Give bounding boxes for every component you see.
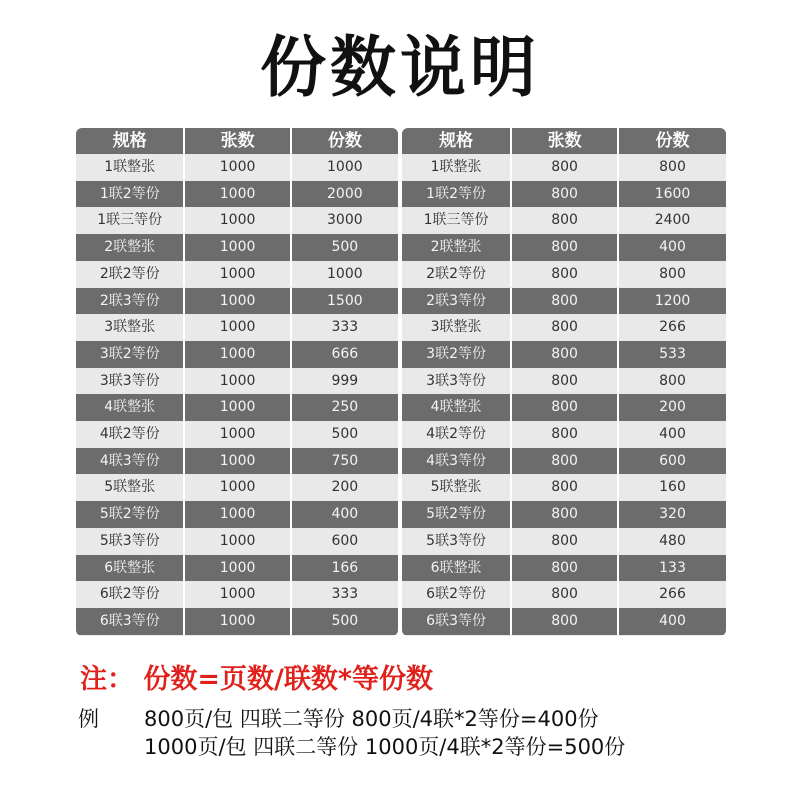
table-cell: 1联三等份 [402,207,512,234]
table-row [76,288,398,315]
table-cell: 2联2等份 [402,261,512,288]
table-cell: 4联3等份 [402,448,512,475]
table-cell: 1600 [654,185,691,202]
table-cell: 800 [512,501,619,528]
table-cell: 800 [512,341,619,368]
table-cell: 2联整张 [402,234,512,261]
table-row [76,154,398,181]
table-cell: 5联2等份 [402,501,512,528]
table-left [76,128,398,636]
table-row [76,581,398,608]
table-cell: 600 [659,452,686,469]
table-cell: 3联整张 [76,314,185,341]
example-line-2: 1000页/包 四联二等份 1000页/4联*2等份=500份 [144,735,626,759]
column-header: 规格 [402,128,512,154]
table-cell: 500 [331,612,359,629]
table-cell: 6联整张 [76,555,185,582]
table-row [76,261,398,288]
table-row [402,555,726,582]
table-cell: 1000 [185,421,291,448]
table-cell: 1200 [654,292,691,309]
table-row [76,394,398,421]
table-cell: 1000 [185,234,291,261]
table-cell: 5联3等份 [76,528,185,555]
table-row [402,234,726,261]
table-cell: 1000 [185,261,291,288]
table-cell: 1000 [185,288,291,315]
table-cell: 6联3等份 [76,608,185,635]
table-row [402,154,726,181]
table-cell: 2联2等份 [76,261,185,288]
table-row [76,314,398,341]
table-cell: 1000 [185,368,291,395]
table-cell: 400 [331,506,359,523]
table-cell: 2联3等份 [402,288,512,315]
table-cell: 6联3等份 [402,608,512,635]
table-cell: 1联整张 [402,154,512,181]
table-cell: 800 [512,154,619,181]
table-row [76,207,398,234]
table-cell: 500 [331,426,359,442]
table-row [76,474,398,501]
table-cell: 999 [331,372,359,389]
table-cell: 133 [659,559,686,576]
table-cell: 4联整张 [402,394,512,421]
example-label: 例 [78,707,99,731]
table-cell: 1联整张 [76,154,185,181]
table-cell: 6联整张 [402,555,512,582]
table-row [402,528,726,555]
table-cell: 5联2等份 [76,501,185,528]
table-cell: 1000 [185,528,291,555]
column-header: 张数 [185,128,291,154]
table-cell: 2000 [327,185,363,202]
table-cell: 200 [331,479,359,496]
table-cell: 666 [331,345,359,362]
table-cell: 6联2等份 [402,581,512,608]
table-cell: 5联整张 [402,474,512,501]
table-row [402,608,726,635]
table-cell: 800 [659,372,686,389]
table-cell: 800 [512,608,619,635]
table-cell: 3000 [327,212,363,229]
table-cell: 3联2等份 [76,341,185,368]
table-cell: 800 [512,421,619,448]
table-row [76,181,398,208]
column-header: 份数 [327,131,362,151]
table-cell: 800 [512,314,619,341]
table-cell: 800 [512,181,619,208]
table-cell: 1联2等份 [76,181,185,208]
table-row [402,581,726,608]
table-cell: 4联整张 [76,394,185,421]
table-cell: 1500 [327,292,363,309]
table-cell: 1000 [185,501,291,528]
table-cell: 800 [512,261,619,288]
table-cell: 480 [659,532,686,549]
table-cell: 800 [659,159,686,175]
table-row [402,501,726,528]
table-cell: 1000 [185,341,291,368]
table-cell: 800 [512,555,619,582]
table-right [402,128,726,636]
table-cell: 750 [331,452,359,469]
table-cell: 1000 [185,181,291,208]
table-row [402,181,726,208]
table-cell: 3联3等份 [402,368,512,395]
table-cell: 266 [659,586,686,603]
table-cell: 800 [659,265,686,282]
right-table-header [402,128,726,154]
table-cell: 2联3等份 [76,288,185,315]
formula-note: 注： 份数=页数/联数*等份数 [80,664,434,695]
table-cell: 600 [331,532,359,549]
table-cell: 250 [331,399,359,416]
table-cell: 5联3等份 [402,528,512,555]
table-row [402,448,726,475]
table-cell: 5联整张 [76,474,185,501]
table-cell: 6联2等份 [76,581,185,608]
table-row [402,368,726,395]
column-header: 规格 [76,128,185,154]
table-cell: 800 [512,368,619,395]
table-row [76,234,398,261]
table-cell: 800 [512,207,619,234]
table-cell: 320 [659,506,686,523]
table-row [402,288,726,315]
table-cell: 800 [512,234,619,261]
table-row [402,341,726,368]
table-cell: 1000 [327,159,363,175]
page-title: 份数说明 [260,29,540,106]
column-header: 份数 [655,131,690,151]
table-cell: 1000 [185,448,291,475]
table-cell: 166 [331,559,359,576]
table-cell: 2400 [654,212,691,229]
table-cell: 500 [331,239,359,256]
table-cell: 800 [512,288,619,315]
table-cell: 800 [512,394,619,421]
table-cell: 1000 [327,265,363,282]
table-cell: 800 [512,448,619,475]
table-cell: 333 [331,586,359,603]
table-cell: 1联2等份 [402,181,512,208]
table-row [76,555,398,582]
table-row [76,528,398,555]
table-row [402,394,726,421]
table-row [76,448,398,475]
table-row [402,207,726,234]
table-cell: 4联2等份 [402,421,512,448]
table-row [76,368,398,395]
table-cell: 1000 [185,608,291,635]
table-cell: 1000 [185,314,291,341]
table-cell: 266 [659,319,686,336]
table-cell: 2联整张 [76,234,185,261]
table-cell: 800 [512,528,619,555]
table-row [76,421,398,448]
table-cell: 1000 [185,474,291,501]
table-cell: 1000 [185,555,291,582]
table-cell: 400 [659,426,686,442]
table-row [402,261,726,288]
table-cell: 400 [659,612,686,629]
table-row [76,608,398,635]
table-cell: 1000 [185,394,291,421]
table-cell: 3联2等份 [402,341,512,368]
example-line-1: 800页/包 四联二等份 800页/4联*2等份=400份 [144,707,599,731]
table-cell: 333 [331,319,359,336]
table-row [402,421,726,448]
table-cell: 3联整张 [402,314,512,341]
table-cell: 4联2等份 [76,421,185,448]
table-cell: 1000 [185,581,291,608]
table-cell: 400 [659,239,686,256]
table-cell: 800 [512,474,619,501]
table-row [76,341,398,368]
table-row [402,474,726,501]
table-cell: 1000 [185,207,291,234]
left-table-header [76,128,398,154]
table-row [76,501,398,528]
column-header: 张数 [512,128,619,154]
table-cell: 3联3等份 [76,368,185,395]
table-cell: 533 [659,345,686,362]
table-row [402,314,726,341]
table-cell: 800 [512,581,619,608]
table-cell: 4联3等份 [76,448,185,475]
table-cell: 160 [659,479,686,496]
table-cell: 1联三等份 [76,207,185,234]
table-cell: 200 [659,399,686,416]
table-cell: 1000 [185,154,291,181]
